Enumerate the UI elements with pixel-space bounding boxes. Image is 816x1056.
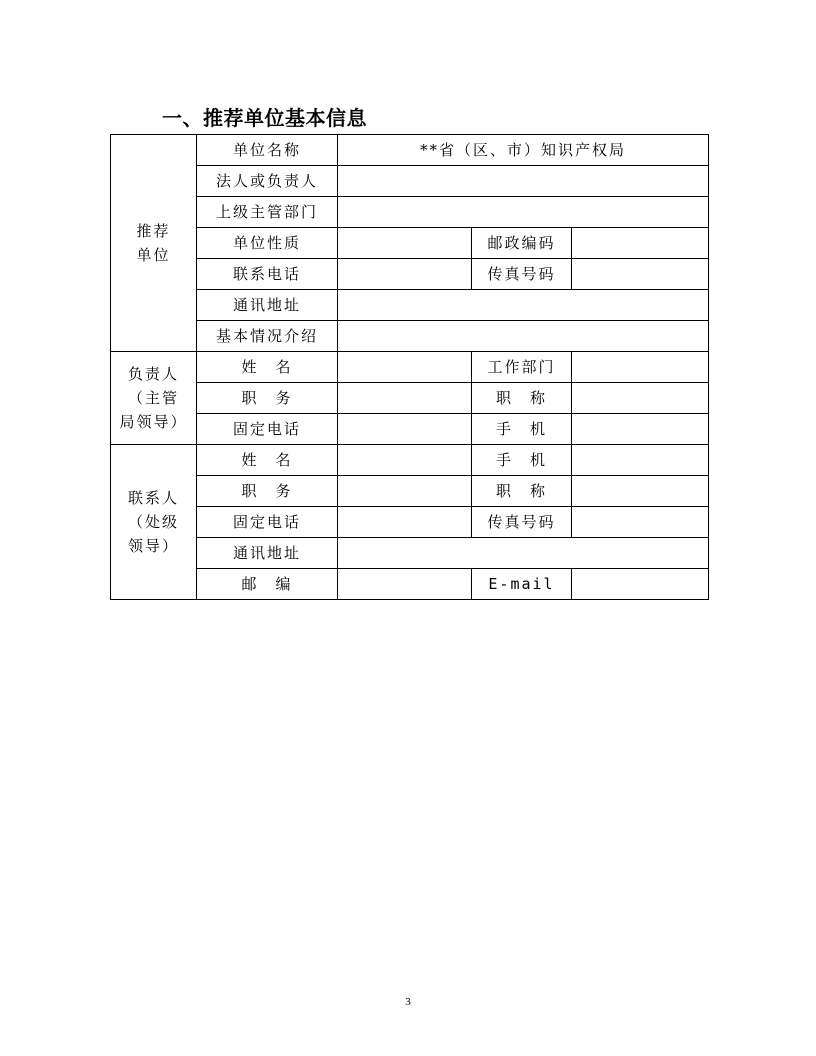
contact-address-field[interactable] xyxy=(338,538,709,569)
unit-fax-field[interactable] xyxy=(572,259,709,290)
contact-mobile-field[interactable] xyxy=(572,445,709,476)
row-unit-address xyxy=(111,290,709,321)
row-unit-phone xyxy=(111,259,709,290)
row-contact-post xyxy=(111,476,709,507)
unit-fax-label: 传真号码 xyxy=(472,259,572,290)
contact-address-label: 通讯地址 xyxy=(197,538,338,569)
row-unit-name xyxy=(111,135,709,166)
contact-fax-label: 传真号码 xyxy=(472,507,572,538)
contact-fax-field[interactable] xyxy=(572,507,709,538)
unit-name-label: 单位名称 xyxy=(197,135,338,166)
leader-dept-field[interactable] xyxy=(572,352,709,383)
unit-intro-label: 基本情况介绍 xyxy=(197,321,338,352)
leader-name-label: 姓 名 xyxy=(197,352,338,383)
contact-landline-label: 固定电话 xyxy=(197,507,338,538)
row-legal-person xyxy=(111,166,709,197)
legal-person-label: 法人或负责人 xyxy=(197,166,338,197)
unit-address-field[interactable] xyxy=(338,290,709,321)
contact-email-label: E-mail xyxy=(472,569,572,600)
leader-landline-field[interactable] xyxy=(338,414,472,445)
unit-phone-label: 联系电话 xyxy=(197,259,338,290)
unit-phone-field[interactable] xyxy=(338,259,472,290)
leader-post-field[interactable] xyxy=(338,383,472,414)
contact-group-label: 联系人 （处级 领导） xyxy=(111,445,197,600)
row-unit-nature xyxy=(111,228,709,259)
unit-name-value[interactable]: **省（区、市）知识产权局 xyxy=(338,135,709,166)
contact-mobile-label: 手 机 xyxy=(472,445,572,476)
contact-landline-field[interactable] xyxy=(338,507,472,538)
contact-title-label: 职 称 xyxy=(472,476,572,507)
row-unit-intro xyxy=(111,321,709,352)
leader-title-field[interactable] xyxy=(572,383,709,414)
contact-title-field[interactable] xyxy=(572,476,709,507)
row-leader-phone xyxy=(111,414,709,445)
superior-dept-field[interactable] xyxy=(338,197,709,228)
superior-dept-label: 上级主管部门 xyxy=(197,197,338,228)
leader-group-label: 负责人 （主管 局领导） xyxy=(111,352,197,445)
leader-mobile-label: 手 机 xyxy=(472,414,572,445)
leader-dept-label: 工作部门 xyxy=(472,352,572,383)
contact-name-label: 姓 名 xyxy=(197,445,338,476)
leader-mobile-field[interactable] xyxy=(572,414,709,445)
row-leader-name xyxy=(111,352,709,383)
contact-post-field[interactable] xyxy=(338,476,472,507)
unit-address-label: 通讯地址 xyxy=(197,290,338,321)
section-heading: 一、推荐单位基本信息 xyxy=(162,106,367,130)
row-contact-name xyxy=(111,445,709,476)
contact-email-field[interactable] xyxy=(572,569,709,600)
contact-postcode-label: 邮 编 xyxy=(197,569,338,600)
row-leader-post xyxy=(111,383,709,414)
unit-postcode-label: 邮政编码 xyxy=(472,228,572,259)
unit-group-label: 推荐 单位 xyxy=(111,135,197,352)
leader-title-label: 职 称 xyxy=(472,383,572,414)
page-number: 3 xyxy=(405,996,411,1008)
contact-name-field[interactable] xyxy=(338,445,472,476)
leader-post-label: 职 务 xyxy=(197,383,338,414)
unit-nature-field[interactable] xyxy=(338,228,472,259)
contact-postcode-field[interactable] xyxy=(338,569,472,600)
legal-person-field[interactable] xyxy=(338,166,709,197)
unit-nature-label: 单位性质 xyxy=(197,228,338,259)
row-contact-postcode xyxy=(111,569,709,600)
unit-intro-field[interactable] xyxy=(338,321,709,352)
row-superior-dept xyxy=(111,197,709,228)
leader-landline-label: 固定电话 xyxy=(197,414,338,445)
leader-name-field[interactable] xyxy=(338,352,472,383)
contact-post-label: 职 务 xyxy=(197,476,338,507)
row-contact-phone xyxy=(111,507,709,538)
row-contact-address xyxy=(111,538,709,569)
unit-postcode-field[interactable] xyxy=(572,228,709,259)
recommending-unit-form xyxy=(110,134,709,600)
